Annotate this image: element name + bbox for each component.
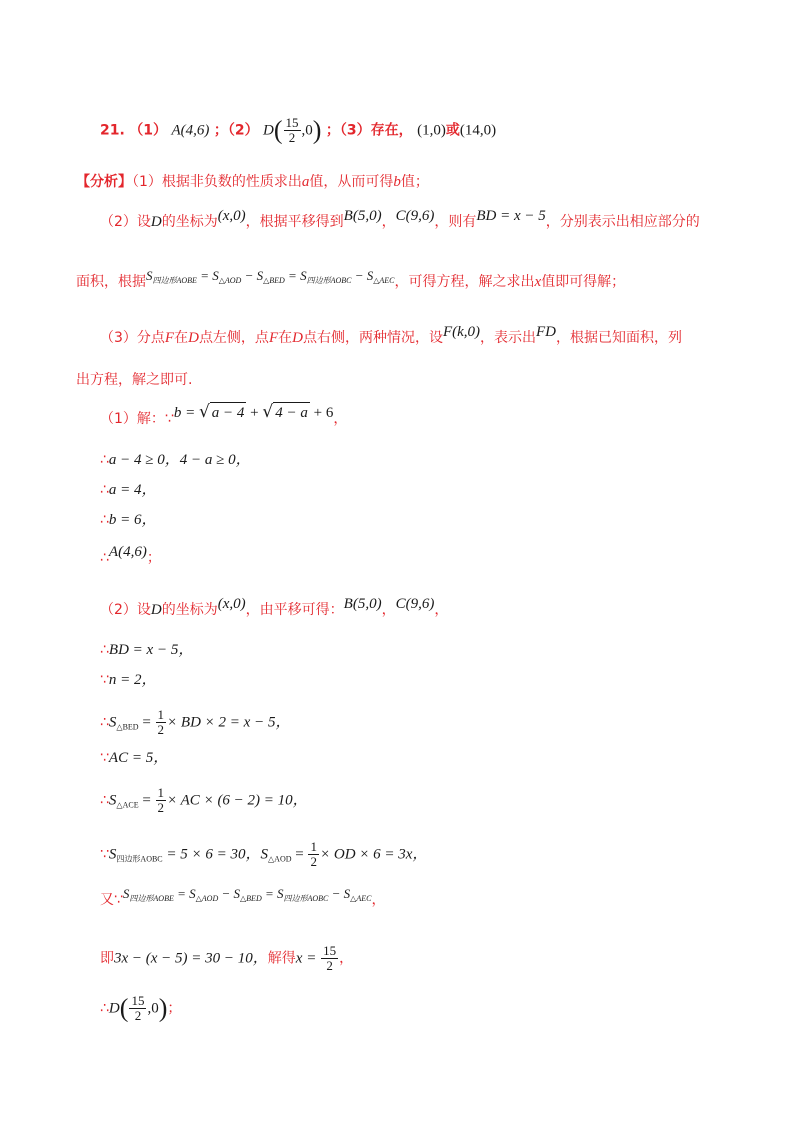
solution-2-line-2: ∴BD = x − 5， [100, 642, 194, 658]
solution-2-line-5: ∵AC = 5， [100, 750, 169, 766]
solution-1-line-3: ∴a = 4， [100, 482, 157, 498]
solution-1-line-1: （1）解：∵b = √ a − 4 + √ 4 − a + 6， [100, 402, 348, 427]
solution-2-line-8: 又$\because S_{四边形AOBE} = S_{\triangle AOD} - S_{\triangle BED} = S_{四边形AOBC} - S_{\triangle AEC}$， [100, 886, 386, 908]
analysis-line-3: 面积，根据$S_{四边形AOBE} = S_{\triangle AOD} - S_{\triangle BED} = S_{四边形AOBC} - S_{\triangle AEC}$，可得方程，解之求出x值即可得解； [76, 268, 626, 290]
answer-part1-label: （1） [129, 122, 168, 139]
analysis-label: 【分析】 [76, 174, 132, 190]
solution-2-line-9: 即3x − (x − 5) = 30 − 10，解得x = $\frac{15}{2}$ ， [100, 943, 354, 973]
solution-2-line-1: （2）设D的坐标为(x,0)，由平移可得：B(5,0)，C(9,6)， [100, 596, 449, 618]
solution-1-line-2: ∴a − 4 ≥ 0，4 − a ≥ 0， [100, 452, 251, 468]
solution-2-line-7: $\because S_{四边形AOBC} = 5 \times 6 = 30$，$S_{\triangle AOD}$ = $\frac{1}{2}$ × OD × 6 = 3x， [100, 839, 428, 869]
answer-point-a: A(4,6) [171, 122, 210, 139]
question-number: 21. [100, 122, 125, 139]
answer-separator-1: ；（2） [213, 122, 259, 139]
solution-2-line-4: $\therefore S_{\triangle BED}$ = $\frac{1}{2}$ × BD × 2 = x − 5， [100, 707, 291, 737]
analysis-line-1: 【分析】（1）根据非负数的性质求出a值，从而可得b值； [76, 174, 429, 190]
solution-1-line-5: ∴A(4,6)； [100, 544, 161, 566]
analysis-line-2: （2）设D的坐标为(x,0)，根据平移得到B(5,0)，C(9,6)，则有BD = x − 5，分别表示出相应部分的 [100, 208, 700, 230]
answer-separator-2: ；（3）存在， [325, 122, 413, 139]
solution-1-line-4: ∴b = 6， [100, 512, 157, 528]
solution-2-line-10: ∴D( $\frac{15}{2}$ ,0)； [100, 993, 182, 1023]
answer-point-1: (1,0) [417, 122, 446, 139]
answer-line: 21. （1） A(4,6) ；（2） D( $\frac{15}{2}$ ,0) ；（3）存在， (1,0)或(14,0) [100, 115, 497, 145]
solution-2-line-3: ∵n = 2， [100, 672, 157, 688]
analysis-line-5: 出方程，解之即可. [76, 372, 193, 388]
analysis-line-4: （3）分点F在D点左侧，点F在D点右侧，两种情况，设F(k,0)，表示出FD，根据已知面积，列 [100, 324, 683, 346]
answer-point-2: (14,0) [459, 122, 497, 139]
solution-2-line-6: $\therefore S_{\triangle ACE}$ = $\frac{1}{2}$ × AC × (6 − 2) = 10， [100, 785, 308, 815]
answer-d-label: D [263, 122, 274, 139]
answer-or: 或 [445, 122, 460, 139]
answer-fraction: $\frac{15}{2}$ [285, 115, 299, 145]
